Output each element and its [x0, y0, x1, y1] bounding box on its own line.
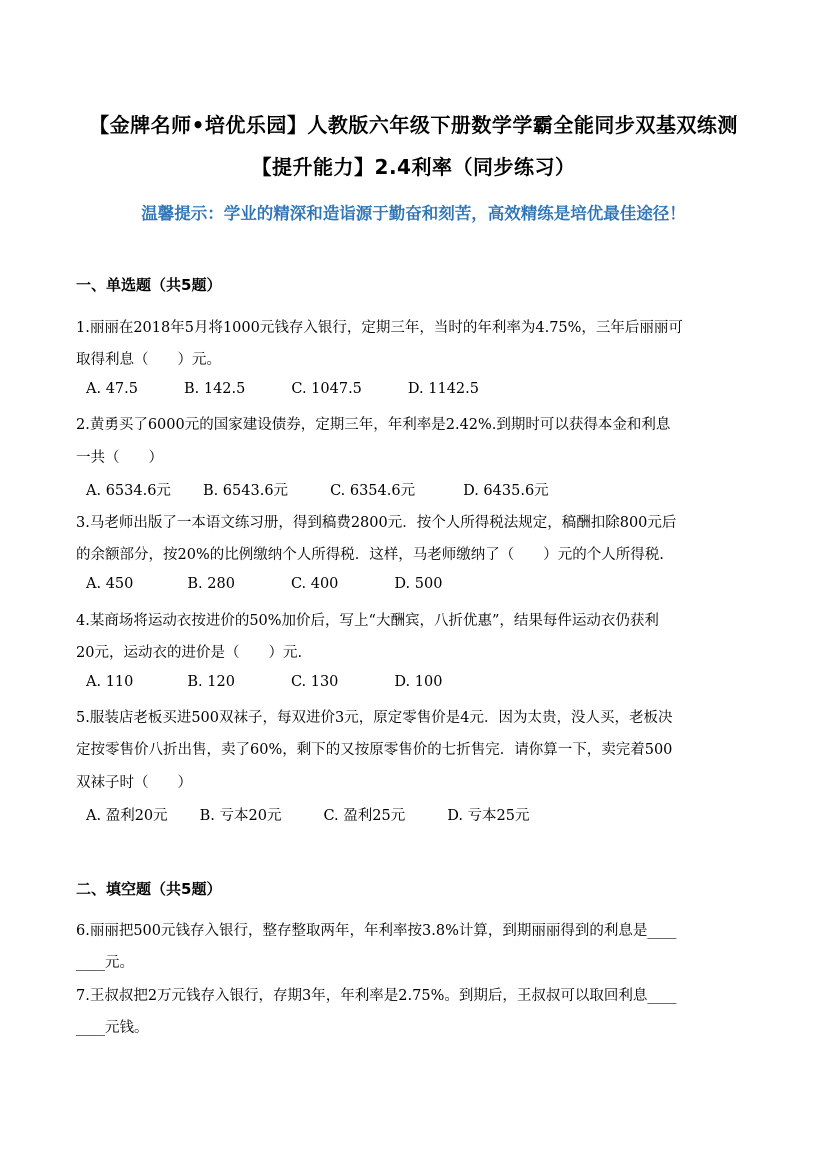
question-3-option-c: C. 400	[290, 576, 339, 592]
question-2-line-1: 2.黄勇买了6000元的国家建设债券，定期三年，年利率是2.42%.到期时可以获得本金和利息	[76, 417, 671, 433]
question-4-line-2: 20元，运动衣的进价是（ ）元.	[76, 645, 303, 661]
question-2-option-d: D. 6435.6元	[463, 483, 549, 499]
warm-tip: 温馨提示：学业的精深和造诣源于勤奋和刻苦，高效精练是培优最佳途径！	[141, 204, 686, 223]
question-5-line-1: 5.服装店老板买进500双袜子，每双进价3元，原定零售价是4元．因为太贵，没人买，老板决	[76, 710, 673, 726]
question-3-option-b: B. 280	[187, 576, 235, 592]
question-4-option-c: C. 130	[290, 674, 339, 690]
question-2-option-a: A. 6534.6元	[86, 483, 171, 499]
question-6-line-2: ____元。	[76, 955, 134, 971]
title-line-2: 【提升能力】2.4利率（同步练习）	[251, 155, 576, 179]
question-5-line-3: 双袜子时（ ）	[76, 775, 192, 791]
question-2-line-2: 一共（ ）	[76, 450, 163, 466]
question-3-option-a: A. 450	[86, 576, 134, 592]
question-5-option-c: C. 盈利25元	[323, 808, 406, 824]
question-5-option-d: D. 亏本25元	[447, 808, 530, 824]
question-3-line-1: 3.马老师出版了一本语文练习册，得到稿费2800元．按个人所得税法规定，稿酬扣除800元后	[76, 515, 677, 531]
title-line-1: 【金牌名师•培优乐园】人教版六年级下册数学学霸全能同步双基双练测	[89, 113, 738, 137]
question-1-option-b: B. 142.5	[183, 381, 246, 397]
question-5-options	[86, 804, 558, 825]
question-6-line-1: 6.丽丽把500元钱存入银行，整存整取两年，年利率按3.8%计算，到期丽丽得到的利息是____	[76, 923, 677, 939]
question-3-line-2: 的余额部分，按20%的比例缴纳个人所得税．这样，马老师缴纳了（ ）元的个人所得税.	[76, 547, 664, 563]
question-2-option-b: B. 6543.6元	[202, 483, 289, 499]
question-1-options	[86, 381, 507, 397]
question-1-line-2: 取得利息（ ）元。	[76, 352, 221, 368]
question-7-line-1: 7.王叔叔把2万元钱存入银行，存期3年，年利率是2.75%。到期后，王叔叔可以取回利息____	[76, 988, 677, 1004]
question-1-line-1: 1.丽丽在2018年5月将1000元钱存入银行，定期三年，当时的年利率为4.75%，三年后丽丽可	[76, 320, 683, 336]
question-3-option-d: D. 500	[394, 576, 443, 592]
section-heading-single-choice: 一、单选题（共5题）	[76, 276, 222, 294]
question-1-option-a: A. 47.5	[86, 381, 138, 397]
question-4-options	[86, 674, 470, 690]
question-4-option-a: A. 110	[86, 674, 134, 690]
question-1-option-d: D. 1142.5	[407, 381, 479, 397]
question-3-options	[86, 576, 470, 592]
section-heading-fill-blank: 二、填空题（共5题）	[76, 880, 222, 898]
question-4-option-b: B. 120	[187, 674, 235, 690]
question-4-option-d: D. 100	[394, 674, 443, 690]
question-5-line-2: 定按零售价八折出售，卖了60%，剩下的又按原零售价的七折售完．请你算一下，卖完着500	[76, 742, 673, 758]
question-5-option-b: B. 亏本20元	[199, 808, 282, 824]
question-1-option-c: C. 1047.5	[291, 381, 362, 397]
question-7-line-2: ____元钱。	[76, 1020, 149, 1036]
question-2-options	[86, 479, 577, 500]
question-5-option-a: A. 盈利20元	[86, 808, 168, 824]
question-2-option-c: C. 6354.6元	[330, 483, 416, 499]
question-4-line-1: 4.某商场将运动衣按进价的50%加价后，写上“大酬宾，八折优惠”，结果每件运动衣仍获利	[76, 613, 659, 629]
